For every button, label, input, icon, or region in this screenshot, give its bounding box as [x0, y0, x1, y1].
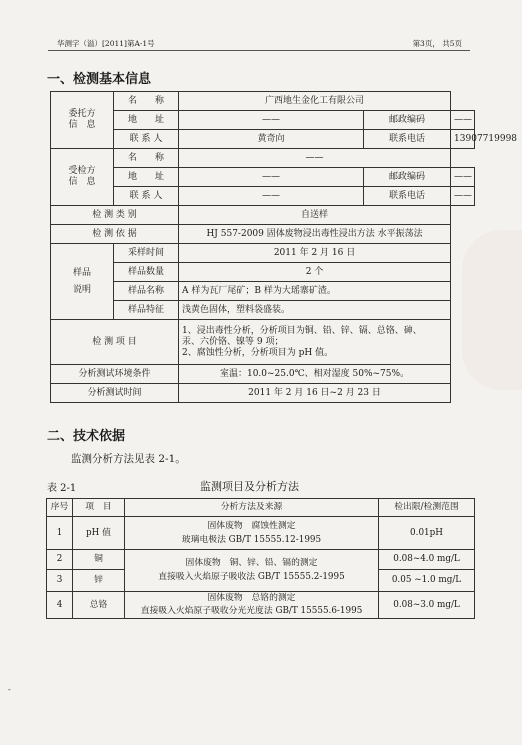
env-label: 分析测试环境条件 [51, 365, 179, 384]
row-item: 总铬 [73, 592, 125, 619]
section-title-tech-basis: 二、技术依据 [47, 429, 126, 444]
report-number: 华测字（溢）[2011]第A-1号 [57, 39, 155, 48]
row-number: 1 [47, 517, 73, 550]
analysis-time-value: 2011 年 2 月 16 日~2 月 23 日 [179, 384, 451, 403]
section-title-basic-info: 一、检测基本信息 [47, 72, 152, 87]
margin-mark: - [8, 685, 11, 694]
col-header: 序号 [47, 499, 73, 517]
sample-row-value: A 样为瓦厂尾矿；B 样为大瑶寨矿渣。 [179, 282, 451, 301]
client-phone: 13907719998 [451, 130, 475, 149]
test-items-label: 检 测 项 目 [51, 320, 179, 365]
row-method-shared: 固体废物 铜、锌、铅、镉的测定 直接吸入火焰原子吸收法 GB/T 15555.2-1995 [125, 550, 379, 592]
col-header: 分析方法及来源 [125, 499, 379, 517]
inspected-postal: —— [451, 168, 475, 187]
row-number: 4 [47, 592, 73, 619]
sample-row-label: 采样时间 [114, 244, 179, 263]
inspected-name-label: 名 称 [114, 149, 179, 168]
test-basis-value: HJ 557-2009 固体废物浸出毒性浸出方法 水平振荡法 [179, 225, 451, 244]
client-name-label: 名 称 [114, 92, 179, 111]
col-header: 项 目 [73, 499, 125, 517]
inspected-name: —— [179, 149, 451, 168]
methods-table [46, 498, 475, 619]
client-group-cell: 委托方 信 息 [51, 92, 114, 149]
table-title: 监测项目及分析方法 [200, 480, 299, 493]
client-contact-label: 联 系 人 [114, 130, 179, 149]
test-basis-label: 检 测 依 据 [51, 225, 179, 244]
sample-row-label: 样品名称 [114, 282, 179, 301]
row-method: 固体废物 腐蚀性测定 玻璃电极法 GB/T 15555.12-1995 [125, 517, 379, 550]
env-value: 室温：10.0~25.0℃、相对湿度 50%~75%。 [179, 365, 451, 384]
inspected-contact: —— [179, 187, 364, 206]
row-range: 0.08~4.0 mg/L [379, 550, 475, 570]
row-range: 0.05 ~1.0 mg/L [379, 570, 475, 592]
row-item: pH 值 [73, 517, 125, 550]
header-rule [48, 50, 470, 51]
client-address-label: 地 址 [114, 111, 179, 130]
intro-paragraph: 监测分析方法见表 2-1。 [71, 453, 186, 465]
inspected-group-cell: 受检方 信 息 [51, 149, 114, 206]
client-postal: —— [451, 111, 475, 130]
client-name: 广西地生金化工有限公司 [179, 92, 451, 111]
inspected-address-label: 地 址 [114, 168, 179, 187]
client-address: —— [179, 111, 364, 130]
sample-row-label: 样品特征 [114, 301, 179, 320]
test-type-value: 自送样 [179, 206, 451, 225]
row-method: 固体废物 总铬的测定 直接吸入火焰原子吸收分光光度法 GB/T 15555.6-1995 [125, 592, 379, 619]
row-range: 0.01pH [379, 517, 475, 550]
row-number: 2 [47, 550, 73, 570]
client-contact: 黄奇向 [179, 130, 364, 149]
client-phone-label: 联系电话 [364, 130, 451, 149]
row-range: 0.08~3.0 mg/L [379, 592, 475, 619]
inspected-phone: —— [451, 187, 475, 206]
sample-row-label: 样品数量 [114, 263, 179, 282]
sample-row-value: 浅黄色固体，塑料袋盛装。 [179, 301, 451, 320]
inspected-postal-label: 邮政编码 [364, 168, 451, 187]
row-number: 3 [47, 570, 73, 592]
test-items-value: 1、浸出毒性分析，分析项目为铜、铅、锌、镉、总铬、砷、 汞、六价铬、镍等 9 项； 2、腐蚀性分析，分析项目为 pH 值。 [179, 320, 451, 365]
client-postal-label: 邮政编码 [364, 111, 451, 130]
sample-group-cell: 样品 说明 [51, 244, 114, 320]
inspected-address: —— [179, 168, 364, 187]
test-type-label: 检 测 类 别 [51, 206, 179, 225]
sample-row-value: 2011 年 2 月 16 日 [179, 244, 451, 263]
table-number: 表 2-1 [47, 483, 77, 494]
inspected-contact-label: 联 系 人 [114, 187, 179, 206]
col-header: 检出限/检测范围 [379, 499, 475, 517]
inspected-phone-label: 联系电话 [364, 187, 451, 206]
row-item: 铜 [73, 550, 125, 570]
page-number: 第3页， 共5页 [412, 39, 462, 48]
row-item: 锌 [73, 570, 125, 592]
sample-row-value: 2 个 [179, 263, 451, 282]
analysis-time-label: 分析测试时间 [51, 384, 179, 403]
basic-info-table [50, 91, 518, 403]
